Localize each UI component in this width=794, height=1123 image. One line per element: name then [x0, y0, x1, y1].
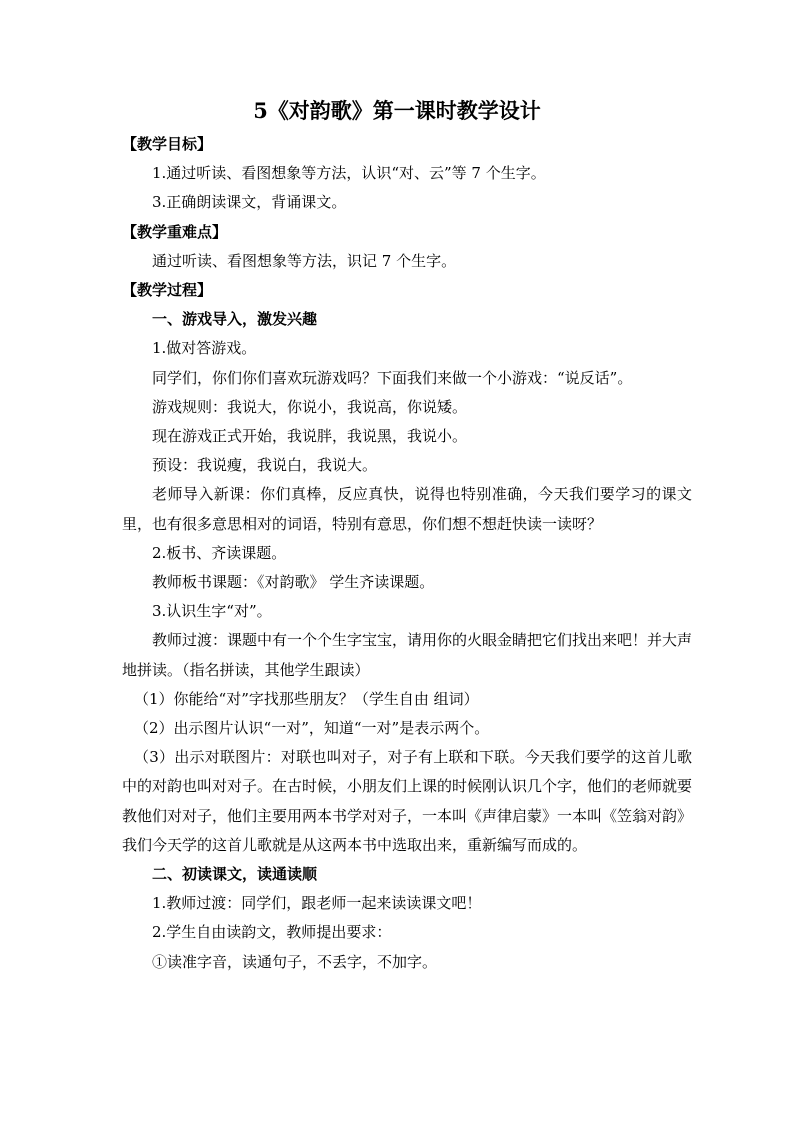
section1-line: 2.板书、齐读课题。 — [152, 543, 287, 562]
section1-line: 同学们，你们你们喜欢玩游戏吗？下面我们来做一个小游戏：“说反话”。 — [152, 368, 633, 387]
objective-item: 1.通过听读、看图想象等方法，认识“对、云”等 7 个生字。 — [152, 164, 546, 183]
section2-line: ①读准字音，读通句子，不丢字，不加字。 — [152, 952, 438, 971]
process-heading: 【教学过程】 — [122, 281, 213, 300]
section1-line: 教师板书课题：《对韵歌》 学生齐读课题。 — [152, 573, 435, 592]
objective-item: 3.正确朗读课文，背诵课文。 — [152, 193, 347, 212]
document-title: 5《对韵歌》第一课时教学设计 — [253, 98, 541, 123]
section1-line: 预设：我说瘦，我说白，我说大。 — [152, 456, 378, 475]
objectives-heading: 【教学目标】 — [122, 135, 213, 153]
section1-heading: 一、游戏导入，激发兴趣 — [152, 310, 318, 329]
key-points-text: 通过听读、看图想象等方法，识记 7 个生字。 — [152, 251, 457, 270]
section1-line: 现在游戏正式开始，我说胖，我说黑，我说小。 — [152, 427, 468, 446]
section1-line: （1）你能给“对”字找那些朋友？（学生自由 组词） — [134, 689, 479, 708]
section2-line: 1.教师过渡：同学们，跟老师一起来读读课文吧！ — [152, 894, 482, 913]
key-points-heading: 【教学重难点】 — [122, 222, 228, 241]
section1-line: 1.做对答游戏。 — [152, 339, 257, 358]
section1-line: 游戏规则：我说大，你说小，我说高，你说矮。 — [152, 397, 468, 416]
section1-line: （2）出示图片认识“一对”，知道“一对”是表示两个。 — [134, 719, 490, 738]
section2-heading: 二、初读课文，读通读顺 — [152, 865, 318, 884]
section1-paragraph: 教师过渡：课题中有一个个生字宝宝，请用你的火眼金睛把它们找出来吧！并大声地拼读。（指名拼读，其他学生跟读） — [122, 631, 693, 679]
section2-line: 2.学生自由读韵文，教师提出要求： — [152, 923, 392, 942]
document-body — [122, 130, 692, 977]
section1-line: 3.认识生字“对”。 — [152, 602, 272, 621]
section1-paragraph: （3）出示对联图片：对联也叫对子，对子有上联和下联。今天我们要学的这首儿歌中的对韵也叫对对子。在古时候，小朋友们上课的时候刚认识几个字，他们的老师就要教他们对对子，他们主要用两本书学对对子，一本叫《声律启蒙》一本叫《笠翁对韵》 我们今天学的这首儿歌就是从这两本书中选取出来，重新编写而成的。 — [122, 748, 693, 854]
section1-paragraph: 老师导入新课：你们真棒，反应真快，说得也特别准确，今天我们要学习的课文里，也有很多意思相对的词语，特别有意思，你们想不想赶快读一读呀？ — [122, 485, 692, 533]
